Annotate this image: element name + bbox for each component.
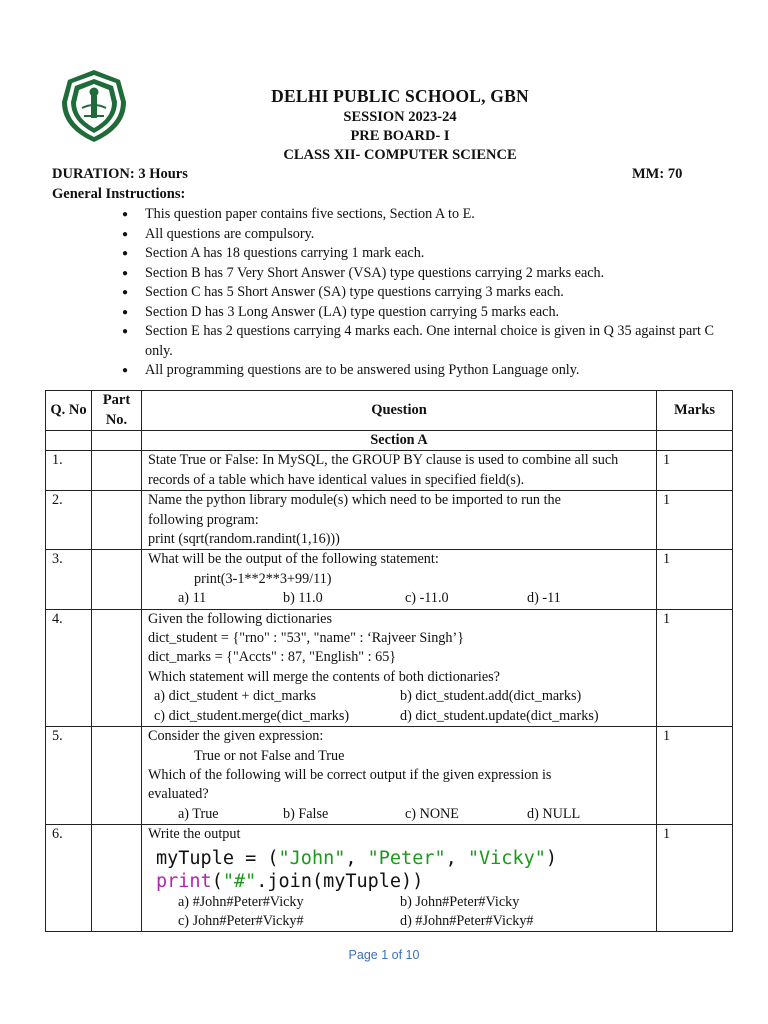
options-row: [148, 707, 652, 726]
option-a: a) 11: [178, 590, 207, 607]
question-number: 6.: [46, 825, 92, 932]
question-marks: 1: [657, 491, 733, 550]
question-marks: 1: [657, 550, 733, 609]
options-row: [148, 893, 652, 912]
option-c: c) dict_student.merge(dict_marks): [154, 707, 350, 724]
table-row: [46, 451, 733, 491]
question-text: Consider the given expression: True or not False and True Which of the following will be correct output if the given expression is evaluated? a) True b) False c) NONE d) NULL: [142, 727, 657, 825]
code-snippet: myTuple = ("John", "Peter", "Vicky") print("#".join(myTuple)): [156, 847, 557, 892]
page-number: Page 1 of 10: [348, 948, 420, 962]
instruction-item: ● Section A has 18 questions carrying 1 mark each.: [120, 244, 732, 264]
option-a: a) True: [178, 805, 219, 822]
table-row: [46, 550, 733, 609]
question-marks: 1: [657, 727, 733, 825]
school-name: DELHI PUBLIC SCHOOL, GBN: [271, 86, 529, 106]
instruction-item: ● Section C has 5 Short Answer (SA) type questions carrying 3 marks each.: [120, 283, 732, 303]
options-row: [148, 805, 652, 824]
question-number: 4.: [46, 609, 92, 726]
question-number: 5.: [46, 727, 92, 825]
option-d: d) #John#Peter#Vicky#: [400, 912, 534, 929]
max-marks: MM: 70: [632, 166, 683, 182]
options-row: [148, 589, 652, 608]
question-text: What will be the output of the following statement: print(3-1**2**3+99/11) a) 11 b) 11.0 c) -11.0 d) -11: [142, 550, 657, 609]
header-marks: Marks: [657, 391, 733, 431]
school-logo-icon: [58, 68, 130, 144]
question-text: Write the output myTuple = ("John", "Peter", "Vicky") print("#".join(myTuple)) a) #John#Peter#Vicky b) John#Peter#Vicky c) John#Peter#Vicky# d) #John#Peter#Vicky#: [142, 825, 657, 932]
option-c: c) -11.0: [405, 590, 449, 607]
instruction-item: ● This question paper contains five sections, Section A to E.: [120, 205, 732, 225]
session: SESSION 2023-24: [343, 109, 457, 125]
instruction-item: ● All questions are compulsory.: [120, 225, 732, 245]
instruction-item: ● Section B has 7 Very Short Answer (VSA) type questions carrying 2 marks each.: [120, 264, 732, 284]
option-a: a) dict_student + dict_marks: [154, 688, 317, 705]
header-question: Question: [142, 391, 657, 431]
instruction-item: ● Section D has 3 Long Answer (LA) type question carrying 5 marks each.: [120, 303, 732, 323]
table-row: [46, 491, 733, 550]
table-row: [46, 727, 733, 825]
option-b: b) False: [283, 805, 329, 822]
option-b: b) John#Peter#Vicky: [400, 893, 520, 910]
table-header-row: [46, 391, 733, 431]
options-row: [148, 687, 652, 706]
question-number: 3.: [46, 550, 92, 609]
header-part: Part No.: [92, 391, 142, 431]
question-number: 2.: [46, 491, 92, 550]
options-row: [148, 912, 652, 931]
instructions-title: General Instructions:: [52, 186, 186, 202]
option-d: d) NULL: [527, 805, 581, 822]
question-text: Given the following dictionaries dict_student = {"rno" : "53", "name" : ‘Rajveer Singh’} dict_marks = {"Accts" : 87, "English" : 65} Which statement will merge the contents of both dictionaries? a) dict_student + dict_marks b) dict_student.add(dict_marks) c) dict_student.merge(dict_marks) d) dict_student.update(dict_marks): [142, 609, 657, 726]
question-table: [45, 390, 733, 932]
option-b: b) 11.0: [283, 590, 323, 607]
option-d: d) dict_student.update(dict_marks): [400, 707, 599, 724]
question-marks: 1: [657, 609, 733, 726]
option-c: c) John#Peter#Vicky#: [178, 912, 304, 929]
option-b: b) dict_student.add(dict_marks): [400, 688, 582, 705]
section-a-title: Section A: [142, 431, 657, 451]
option-a: a) #John#Peter#Vicky: [178, 893, 304, 910]
instructions-list: [120, 205, 732, 381]
question-number: 1.: [46, 451, 92, 491]
option-d: d) -11: [527, 590, 561, 607]
instruction-item: ● Section E has 2 questions carrying 4 marks each. One internal choice is given in Q 35 against part C only.: [120, 322, 732, 361]
option-c: c) NONE: [405, 805, 459, 822]
exam-name: PRE BOARD- I: [350, 128, 450, 144]
question-text: State True or False: In MySQL, the GROUP BY clause is used to combine all such records of a table which have identical values in specified field(s).: [142, 451, 657, 491]
question-marks: 1: [657, 451, 733, 491]
table-row: [46, 609, 733, 726]
table-row: [46, 825, 733, 932]
header-qno: Q. No: [46, 391, 92, 431]
duration: DURATION: 3 Hours: [52, 166, 188, 182]
section-row: [46, 431, 733, 451]
question-text: Name the python library module(s) which need to be imported to run the following program: print (sqrt(random.randint(1,16))): [142, 491, 657, 550]
class-subject: CLASS XII- COMPUTER SCIENCE: [283, 147, 517, 163]
instruction-item: ● All programming questions are to be answered using Python Language only.: [120, 361, 732, 381]
question-marks: 1: [657, 825, 733, 932]
